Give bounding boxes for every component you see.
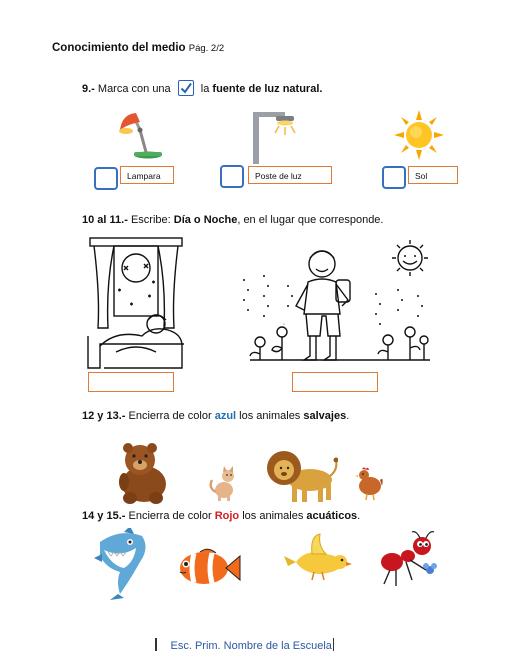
question-number: 14 y 15.- [82,510,126,522]
answer-box-night[interactable] [88,372,174,392]
question-emphasis: fuente de luz natural. [212,83,323,95]
lion-icon [264,448,338,504]
footer-divider-right [333,638,335,651]
question-text-2: , en el lugar que corresponde. [237,214,384,226]
clownfish-icon [174,544,242,590]
question-10-11 [82,214,383,226]
answer-box-day[interactable] [292,372,378,392]
ant-icon [376,530,440,590]
day-scene-illustration [230,236,436,366]
color-word-red: Rojo [214,510,240,522]
bear-icon [112,440,174,506]
option-checkbox-lampara[interactable] [94,167,118,190]
question-emphasis: acuáticos [306,510,358,522]
question-emphasis: Día o Noche [173,214,238,226]
footer [155,638,334,652]
question-emphasis: salvajes [303,410,347,422]
desk-lamp-icon [112,108,168,160]
question-text-2: los animales [239,410,301,422]
color-word-blue: azul [214,410,237,422]
option-label-sol: Sol [408,166,458,184]
hen-icon [354,466,384,500]
option-checkbox-sol[interactable] [382,166,406,189]
shark-icon [90,528,152,600]
checkmark-icon [178,80,194,96]
sun-icon [394,110,444,160]
question-9 [82,80,322,96]
question-14-15 [82,510,360,522]
street-lamp-icon [244,106,306,164]
question-text: Marca con una [97,83,171,95]
school-name: Esc. Prim. Nombre de la Escuela [170,640,332,652]
question-number: 12 y 13.- [82,410,126,422]
question-text: Encierra de color [128,510,212,522]
question-text-2: los animales [242,510,304,522]
question-end: . [357,510,361,522]
night-scene-illustration [86,234,186,370]
question-end: . [346,410,350,422]
option-label-lampara: Lampara [120,166,174,184]
page-number: Pág. 2/2 [188,43,225,54]
footer-divider-left [155,638,157,651]
subject-title: Conocimiento del medio [52,42,186,54]
question-text-2: la [200,83,210,95]
page-title [52,42,224,54]
question-text: Encierra de color [128,410,212,422]
bird-icon [282,532,352,586]
question-text: Escribe: [130,214,171,226]
option-label-poste: Poste de luz [248,166,332,184]
question-number: 10 al 11.- [82,214,128,226]
question-12-13 [82,410,349,422]
cat-icon [206,466,242,502]
question-number: 9.- [82,83,95,95]
option-checkbox-poste[interactable] [220,165,244,188]
